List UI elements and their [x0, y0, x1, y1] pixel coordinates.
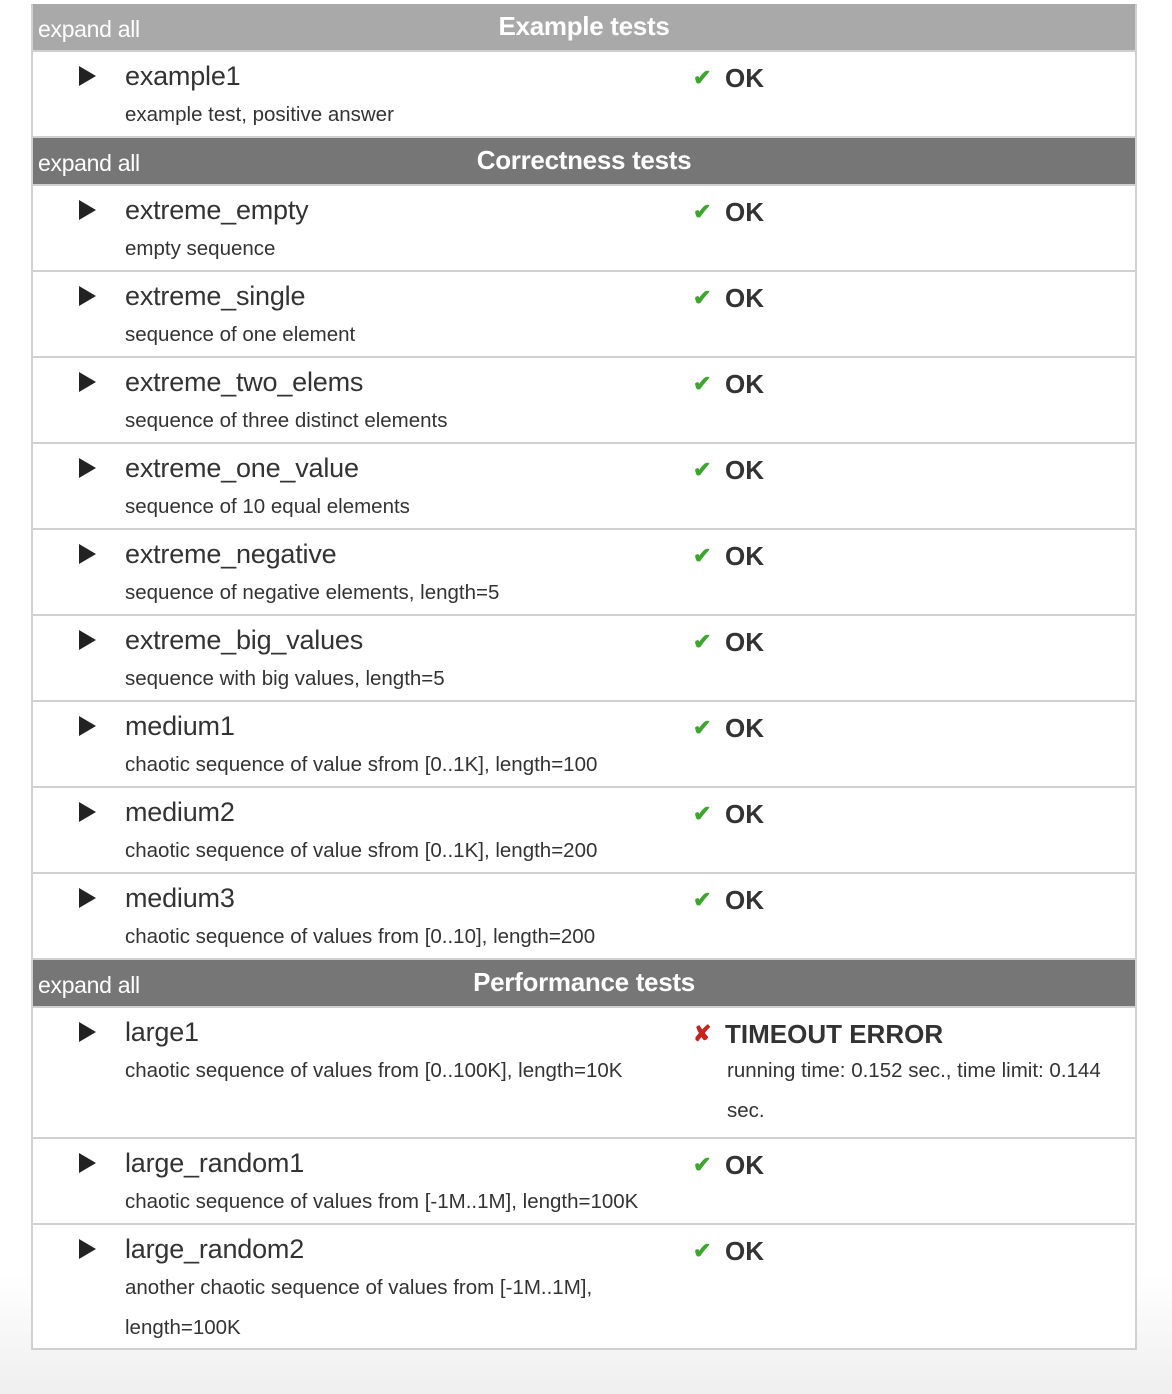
checkmark-icon: ✔: [693, 1238, 712, 1263]
test-description: chaotic sequence of values from [0..100K], length=10K: [125, 1059, 623, 1082]
test-name: large1: [125, 1017, 199, 1047]
test-name: medium3: [125, 883, 235, 913]
test-name: medium1: [125, 711, 235, 741]
expand-test-toggle[interactable]: [33, 530, 125, 614]
test-name: extreme_empty: [125, 195, 309, 225]
expand-all-button[interactable]: expand all: [38, 972, 140, 998]
triangle-right-icon: [79, 630, 96, 650]
test-row: [33, 186, 1135, 272]
triangle-right-icon: [79, 1153, 96, 1173]
test-status: OK: [725, 712, 764, 743]
test-status: OK: [725, 62, 764, 93]
expand-test-toggle[interactable]: [33, 358, 125, 442]
test-row: [33, 1008, 1135, 1139]
triangle-right-icon: [79, 1239, 96, 1259]
section-header: [33, 4, 1135, 52]
test-status: OK: [725, 282, 764, 313]
checkmark-icon: ✔: [693, 801, 712, 826]
test-description: chaotic sequence of values from [0..10], length=200: [125, 925, 596, 948]
test-status: OK: [725, 454, 764, 485]
test-name: extreme_negative: [125, 539, 337, 569]
expand-test-toggle[interactable]: [33, 616, 125, 700]
triangle-right-icon: [79, 286, 96, 306]
cross-icon: ✘: [693, 1021, 712, 1046]
test-status: OK: [725, 884, 764, 915]
checkmark-icon: ✔: [693, 199, 712, 224]
checkmark-icon: ✔: [693, 457, 712, 482]
test-results-table: [31, 4, 1137, 1350]
test-name: extreme_big_values: [125, 625, 364, 655]
checkmark-icon: ✔: [693, 543, 712, 568]
checkmark-icon: ✔: [693, 285, 712, 310]
test-description: sequence of negative elements, length=5: [125, 581, 500, 604]
checkmark-icon: ✔: [693, 887, 712, 912]
checkmark-icon: ✔: [693, 1152, 712, 1177]
section-header: [33, 960, 1135, 1008]
test-row: [33, 444, 1135, 530]
test-row: [33, 272, 1135, 358]
test-description: another chaotic sequence of values from [-1M..1M], length=100K: [125, 1276, 593, 1339]
test-detail: running time: 0.152 sec., time limit: 0.144 sec.: [727, 1059, 1101, 1122]
test-row: [33, 1139, 1135, 1225]
test-name: extreme_two_elems: [125, 367, 364, 397]
expand-test-toggle[interactable]: [33, 702, 125, 786]
section-title: Performance tests: [473, 967, 695, 997]
test-description: chaotic sequence of value sfrom [0..1K], length=100: [125, 753, 598, 776]
checkmark-icon: ✔: [693, 715, 712, 740]
checkmark-icon: ✔: [693, 629, 712, 654]
test-row: [33, 616, 1135, 702]
test-name: large_random1: [125, 1148, 305, 1178]
test-row: [33, 1225, 1135, 1348]
expand-test-toggle[interactable]: [33, 52, 125, 136]
expand-test-toggle[interactable]: [33, 1225, 125, 1348]
test-row: [33, 530, 1135, 616]
triangle-right-icon: [79, 66, 96, 86]
triangle-right-icon: [79, 458, 96, 478]
section-title: Example tests: [498, 11, 670, 41]
test-name: example1: [125, 61, 241, 91]
checkmark-icon: ✔: [693, 65, 712, 90]
test-description: chaotic sequence of values from [-1M..1M], length=100K: [125, 1190, 639, 1213]
expand-test-toggle[interactable]: [33, 272, 125, 356]
test-description: sequence of one element: [125, 323, 356, 346]
test-status: OK: [725, 798, 764, 829]
expand-all-button[interactable]: expand all: [38, 16, 140, 42]
triangle-right-icon: [79, 372, 96, 392]
test-description: example test, positive answer: [125, 103, 394, 126]
triangle-right-icon: [79, 544, 96, 564]
triangle-right-icon: [79, 1022, 96, 1042]
test-description: sequence of three distinct elements: [125, 409, 448, 432]
test-status: OK: [725, 1235, 764, 1266]
test-status: OK: [725, 626, 764, 657]
triangle-right-icon: [79, 200, 96, 220]
test-description: empty sequence: [125, 237, 276, 260]
test-name: large_random2: [125, 1234, 305, 1264]
expand-test-toggle[interactable]: [33, 1139, 125, 1223]
expand-test-toggle[interactable]: [33, 788, 125, 872]
test-status: OK: [725, 196, 764, 227]
test-status: OK: [725, 540, 764, 571]
test-description: sequence with big values, length=5: [125, 667, 445, 690]
expand-test-toggle[interactable]: [33, 186, 125, 270]
triangle-right-icon: [79, 888, 96, 908]
test-row: [33, 702, 1135, 788]
test-row: [33, 358, 1135, 444]
triangle-right-icon: [79, 802, 96, 822]
triangle-right-icon: [79, 716, 96, 736]
test-name: medium2: [125, 797, 235, 827]
checkmark-icon: ✔: [693, 371, 712, 396]
test-row: [33, 874, 1135, 960]
test-status: OK: [725, 1149, 764, 1180]
test-description: sequence of 10 equal elements: [125, 495, 410, 518]
expand-test-toggle[interactable]: [33, 1008, 125, 1137]
test-row: [33, 788, 1135, 874]
section-header: [33, 138, 1135, 186]
test-name: extreme_one_value: [125, 453, 359, 483]
expand-test-toggle[interactable]: [33, 874, 125, 958]
test-status: OK: [725, 368, 764, 399]
expand-all-button[interactable]: expand all: [38, 150, 140, 176]
test-row: [33, 52, 1135, 138]
test-description: chaotic sequence of value sfrom [0..1K], length=200: [125, 839, 598, 862]
test-status: TIMEOUT ERROR: [725, 1018, 944, 1049]
expand-test-toggle[interactable]: [33, 444, 125, 528]
test-name: extreme_single: [125, 281, 306, 311]
section-title: Correctness tests: [476, 145, 692, 175]
